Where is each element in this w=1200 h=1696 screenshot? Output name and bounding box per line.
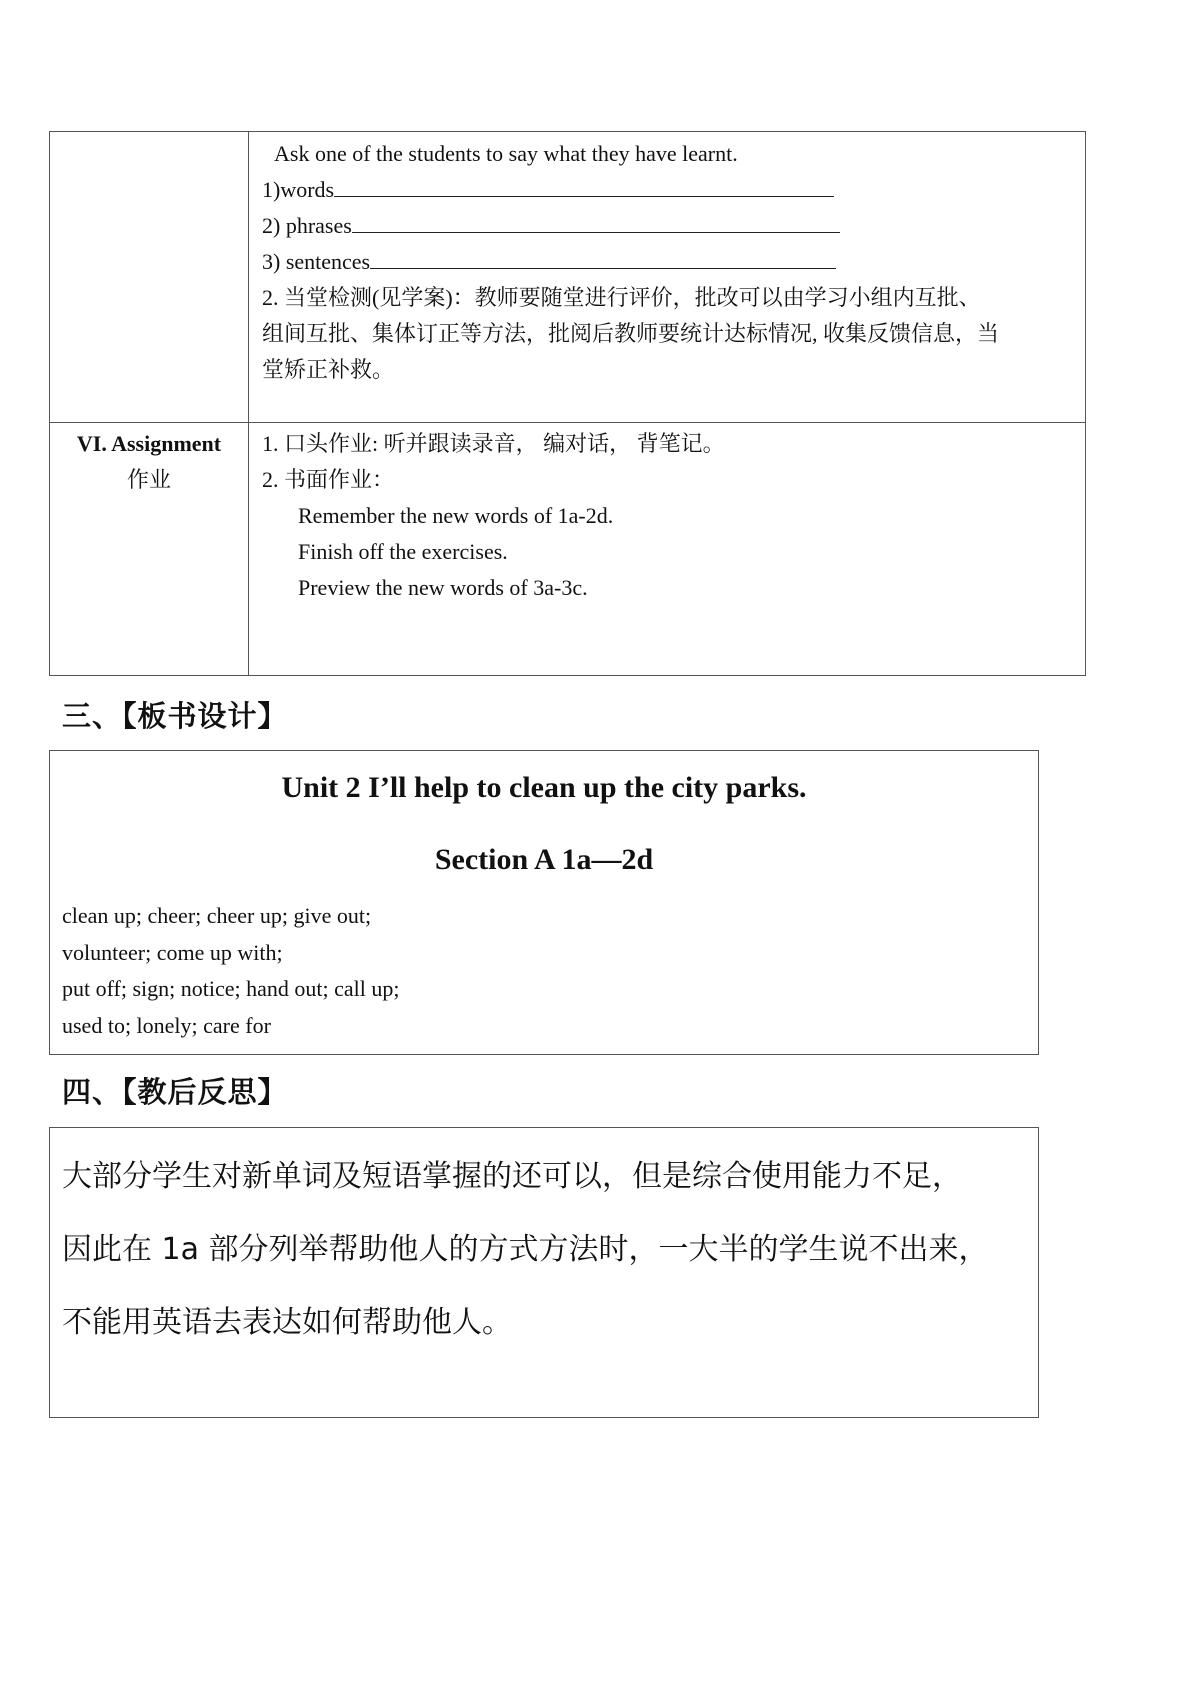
- summary-sentences-row: [262, 244, 1072, 280]
- words-blank: [334, 176, 834, 197]
- board-vocab-line-3: put off; sign; notice; hand out; call up;: [62, 976, 400, 1001]
- assignment-cell: [262, 426, 725, 606]
- check-line-2: 组间互批、集体订正等方法，批阅后教师要统计达标情况, 收集反馈信息，当: [262, 321, 1000, 346]
- board-design-heading: 三、【板书设计】: [62, 699, 288, 733]
- table-column-divider: [248, 132, 249, 675]
- assignment-label-en: VI. Assignment: [76, 431, 222, 456]
- assignment-item-written: 2. 书面作业：: [262, 467, 395, 492]
- board-vocab-line-1: clean up; cheer; cheer up; give out;: [62, 903, 372, 928]
- summary-intro: Ask one of the students to say what they have learnt.: [274, 141, 738, 166]
- assignment-task-1: Remember the new words of 1a-2d.: [298, 503, 614, 528]
- check-line-3: 堂矫正补救。: [262, 357, 395, 382]
- lesson-table: [49, 131, 1086, 676]
- reflection-text: [62, 1140, 1032, 1359]
- reflection-box: [49, 1127, 1039, 1418]
- reflection-line-3: 不能用英语去表达如何帮助他人。: [62, 1305, 512, 1340]
- assignment-label-cell: [50, 426, 248, 498]
- board-vocab-list: [62, 898, 400, 1044]
- assignment-label-zh: 作业: [126, 467, 171, 492]
- reflection-heading: 四、【教后反思】: [62, 1075, 288, 1109]
- board-section-title: Section A 1a—2d: [434, 843, 654, 876]
- assignment-task-3: Preview the new words of 3a-3c.: [298, 575, 588, 600]
- summary-words-row: [262, 172, 1072, 208]
- phrases-blank: [352, 212, 840, 233]
- reflection-line-1: 大部分学生对新单词及短语掌握的还可以，但是综合使用能力不足，: [62, 1159, 962, 1194]
- summary-cell: [262, 136, 1072, 388]
- assignment-task-2: Finish off the exercises.: [298, 539, 508, 564]
- sentences-label: 3) sentences: [262, 249, 371, 274]
- phrases-label: 2) phrases: [262, 213, 352, 238]
- words-label: 1)words: [262, 177, 335, 202]
- board-unit-title: Unit 2 I’ll help to clean up the city parks.: [281, 771, 807, 804]
- board-vocab-line-4: used to; lonely; care for: [62, 1012, 271, 1038]
- board-design-box: [49, 750, 1039, 1055]
- table-row-divider: [50, 422, 1085, 423]
- summary-phrases-row: [262, 208, 1072, 244]
- board-vocab-line-2: volunteer; come up with;: [62, 939, 283, 965]
- assignment-item-oral: 1. 口头作业: 听并跟读录音， 编对话， 背笔记。: [262, 431, 725, 456]
- sentences-blank: [370, 248, 836, 269]
- check-line-1: 2. 当堂检测(见学案)：教师要随堂进行评价，批改可以由学习小组内互批、: [262, 285, 981, 310]
- reflection-line-2: 因此在 1a 部分列举帮助他人的方式方法时，一大半的学生说不出来，: [62, 1232, 989, 1267]
